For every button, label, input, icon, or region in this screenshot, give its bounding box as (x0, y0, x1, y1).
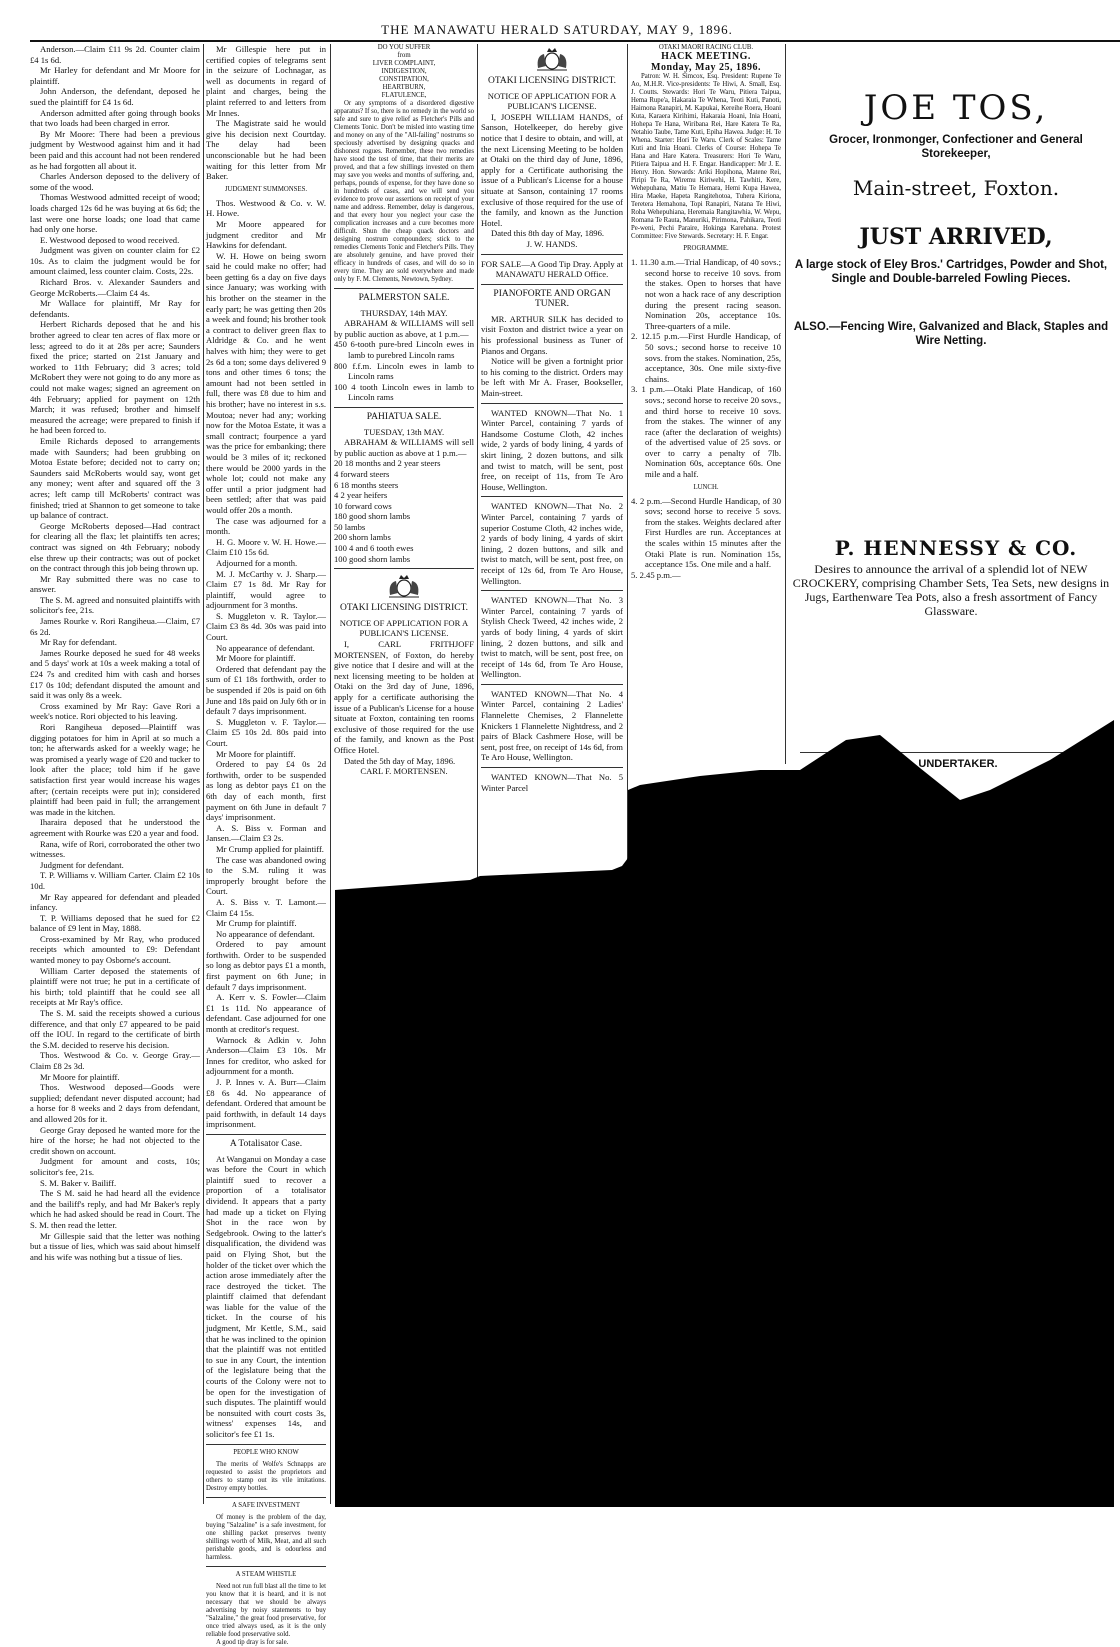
palmerston-sale-date: THURSDAY, 14th MAY. (360, 307, 448, 318)
masthead: THE MANAWATU HERALD SATURDAY, MAY 9, 1896. (381, 22, 733, 37)
pahiatua-sale-title: PAHIATUA SALE. (366, 411, 442, 422)
palmerston-sale-title: PALMERSTON SALE. (358, 293, 450, 303)
court-paragraph: James Rourke v. Rori Rangiheua.—Claim, £7 6s 2d. (30, 616, 200, 637)
race-entry: 5. 2.45 p.m.— (631, 569, 681, 580)
racing-club-name: OTAKI MAORI RACING CLUB. (658, 44, 754, 51)
report-paragraph: A. S. Biss v. T. Lamont.—Claim £4 15s. (206, 896, 326, 918)
joe-tos-name: JOE TOS, (863, 88, 1049, 128)
court-paragraph: Judgment for amount and costs, 10s; solicitor's fee, 21s. (30, 1156, 200, 1177)
court-paragraph: George Gray deposed he wanted more for the hire of the horse; he had not objected to the credit shown on account. (30, 1124, 200, 1156)
court-paragraph: Mr Ray appeared for defendant and pleaded infancy. (30, 891, 200, 913)
court-paragraph: Anderson admitted after going through books that two loads had been charged in error. (30, 107, 200, 129)
court-paragraph: Cross-examined by Mr Ray, who produced receipts which amounted to £9: Defendant wanted money to pay Osborne's account. (30, 933, 200, 966)
court-paragraph: James Rourke deposed he sued for 48 weeks and 5 days' work at 10s a week making a total of £24 7s and credited him with cash and horses £17 0s 10d; defendant disputed the amount and said it was only 8s a week. (30, 647, 200, 701)
section-heading: JUDGMENT SUMMONSES. (224, 185, 308, 193)
palmerston-sale-intro: ABRAHAM & WILLIAMS will sell by public auction as above, at 1 p.m.— (334, 318, 474, 339)
wanted-known-ad: WANTED KNOWN—That No. 1 Winter Parcel, containing 7 yards of Handsome Costume Cloth, 42 inches wide, 2 yards of body lining, 4 yards of skirt lining, 2 dozen buttons, and silk and twist to match, will be sent, post free, on receipt of 11s, from Te Aro House, Wellington. (481, 407, 623, 492)
pills-ad-heading: FLATULENCE, (381, 92, 427, 99)
court-paragraph: S. M. Baker v. Bailiff. (40, 1177, 117, 1188)
court-paragraph: T. P. Williams v. William Carter. Claim £2 10s 10d. (30, 870, 200, 891)
pahiatua-sale-intro: ABRAHAM & WILLIAMS will sell by public auction as above at 1 p.m.— (334, 437, 474, 458)
wanted-known-ad: WANTED KNOWN—That No. 4 Winter Parcel, containing 2 Ladies' Flannelette Chemises, 2 Flannelette Knickers 1 Flannelette Nightdress, and 2 pairs of Black Cashmere Hose, will be sent, post free, on receipt of 14s 6d, from Te Aro House, Wellington. (481, 688, 623, 763)
court-paragraph: Judgment for defendant. (40, 859, 124, 870)
pills-ad-body: Or any symptoms of a disordered digestive apparatus? If so, there is no remedy in the world so safe and sure to give relief as Fletcher's Pills and Clements Tonic. Don't be misled into wasting time and money on any of the "All-failing" nostrums so speciously advertised by designing quacks and dishonest rogues. Remember, these two remedies have stood the test of time, that their merits are proved, and that a few shillings invested on them may save you weeks and months of suffering, and, perhaps, pounds of expense, for they have done so in hundreds of cases, and we will send you evidence to prove our assertions on receipt of your name and address. Remember, delay is dangerous, and that every hour you neglect your case the complication increases and a cure becomes more difficult. Shun the cheap quack doctors and designing nostrum compounders; stick to the remedies Clements Tonic and Fletcher's Pills. They are absolutely genuine, and have proved their efficacy in hundreds of cases, and will do so in every time. They are sold everywhere and made only by F. M. Clements, Newtown, Sydney. (334, 100, 474, 283)
report-paragraph: S. Muggleton v. R. Taylor.—Claim £3 8s 4d. 30s was paid into Court. (206, 610, 326, 643)
piano-tuner-body: MR. ARTHUR SILK has decided to visit Foxton and district twice a year on his professional business as Tuner of Pianos and Organs. (481, 313, 623, 356)
court-paragraph: William Carter deposed the statements of plaintiff were not true; he put in a certificate of his birth; told plaintiff that he could see all receipts at Mr Ray's office. (30, 965, 200, 1008)
licensing-notice: NOTICE OF APPLICATION FOR A PUBLICAN'S LICENSE. (339, 617, 469, 639)
court-paragraph: Mr Ray for defendant. (40, 637, 117, 648)
sale-item: 4 2 year heifers (334, 490, 388, 501)
report-paragraph: Of money is the problem of the day, buying "Salzaline" is a safe investment, for one shilling packet preserves twenty shillings worth of Milk, Meat, and all such perishable goods, and is odourless and harmless. (206, 1513, 326, 1561)
wanted-known-ad: WANTED KNOWN—That No. 2 Winter Parcel, containing 7 yards of superior Costume Cloth, 42 inches wide, 2 yards of body lining, 4 yards of skirt lining, 2 dozen buttons, and silk and twist to match, will be sent, post free, on receipt of 12s 6d, from Te Aro House, Wellington. (481, 501, 623, 586)
racing-officials: Patron: W. H. Simcox, Esq. President: Rupene Te Ao, M.H.R. Vice-presidents: Te Hiwi, A. Small, Esq. J. Coutts. Stewards: Hori Te Waru, Pitiera Taipua, Hema Rupe'a, Hakaraia Te Whena, Teoti Kuti, Panoti, Haimona Ranapiri, M. Kapukai, Kereihe Roera, Hoani Kuta, Karaera Kirihimi, Hakaraia Hoani, Inia Hoani, Hohepa Te Hana, Wiribana Rei, Hare Katera Te Ra, Netahio Taube, Tame Kuti, Epiha Hawea. Judge: H. Te Whena. Starter: Hori Te Waru. Clerk of Scales: Tame Kuti and Inia Hoani. Clerks of Course: Hohepa Te Hana and Hare Katera. Treasurers: Hori Te Waru, Pitiera Taipua and H. F. Engar. Handicapper: Mr J. E. Henry. Hon. Stewards: Ariki Hopihona, Matene Rei, Piripi Te Ra, Wiremu Kiriwehi, H. Tawhiti, Kere, Wehepuhana, Matiu Te Hemara, Hemi Kupa Hawea, Hira Maeke, Hapeta Rangitehotoa, Tuhera Kiriona, Teretera Hemahona, Topi Ranapiri, Natana Te Hiwi, Roha Wehepuhiana, Heremaia Rangitawhia, W. Wepu, Romana Te Rauta, Manuriki, Pirimona, Pahikara, Teoti Pe-weni, Pechi Paraire, Hokinga Karehana. Protest Committee: Five Stewards. Secretary: H. F. Engar. (631, 73, 781, 241)
report-paragraph: The case was adjourned for a month. (206, 515, 326, 537)
report-paragraph: S. Muggleton v. F. Taylor.—Claim £5 10s 2d. 80s paid into Court. (206, 716, 326, 748)
court-paragraph: Thomas Westwood admitted receipt of wood; loads charged 12s 6d he was buying at 6s 6d; the last were one horse loads; one load that came had only one horse. (30, 192, 200, 235)
joe-tos-also: ALSO.—Fencing Wire, Galvanized and Black, Staples and Wire Netting. (793, 321, 1109, 347)
hack-meeting-title: HACK MEETING. (661, 51, 751, 62)
report-paragraph: Mr Moore for plaintiff. (216, 653, 296, 664)
licensing-date: Dated the 5th day of May, 1896. (344, 755, 456, 766)
report-paragraph: Ordered to pay amount forthwith. Order to be suspended so long as debtor pays £1 a month, first payment on 6th June; in default 7 days imprisonment. (206, 939, 326, 992)
court-paragraph: John Anderson, the defendant, deposed he sued the plaintiff for £4 1s 6d. (30, 86, 200, 107)
report-paragraph: A. S. Biss v. Forman and Jansen.—Claim £3 2s. (206, 822, 326, 844)
report-paragraph: A good tip dray is for sale. (216, 1638, 289, 1646)
race-entry: 1. 11.30 a.m.—Trial Handicap, of 40 sovs.; second horse to receive 10 sovs. from the stakes. Open to horses that have not won a hack race of any description during the present racing season. Nomination 20s, acceptance 10s. Three-quarters of a mile. (631, 257, 781, 331)
court-paragraph: Charles Anderson deposed to the delivery of some of the wood. (30, 171, 200, 192)
report-paragraph: Warnock & Adkin v. John Anderson—Claim £3 10s. Mr Innes for creditor, who asked for adjournment for a month. (206, 1034, 326, 1077)
pills-ad-heading: DO YOU SUFFER (377, 44, 431, 51)
sale-item: 20 18 months and 2 year steers (334, 458, 441, 469)
hack-meeting-date: Monday, May 25, 1896. (651, 61, 761, 73)
joe-tos-just-arrived: JUST ARRIVED, (859, 224, 1053, 250)
report-paragraph: Ordered that defendant pay the sum of £1 18s forthwith, order to be suspended if 20s is paid on 6th June and 18s paid on July 6th or in default 7 days imprisonment. (206, 663, 326, 717)
licensing-notice: NOTICE OF APPLICATION FOR A PUBLICAN'S LICENSE. (487, 90, 617, 112)
report-paragraph: Ordered to pay £4 0s 2d forthwith, order to be suspended as long as debtor pays £1 on the 6th day of each month, first payment on 6th June in default 7 days' imprisonment. (206, 759, 326, 823)
undertaker-heading: UNDERTAKER. (918, 758, 998, 770)
sale-item: 180 good shorn lambs (334, 511, 411, 522)
pills-ad-heading: from (397, 52, 411, 59)
court-paragraph: Mr Wallace for plaintiff, Mr Ray for defendants. (30, 298, 200, 319)
court-paragraph: Emile Richards deposed to arrangements made with Saunders; had been grubbing on Motoa Estate before; decided not to carry on; Saunders said McRoberts would say, wont get any money; went after and squared off the 3 acres; left camp till McRoberts' contract was finished; tried at Shannon to get someone to take up balance of contract. (30, 435, 200, 521)
report-paragraph: No appearance of defendant. (216, 642, 315, 653)
pills-ad-heading: HEARTBURN, (382, 84, 426, 91)
sale-item: 100 4 and 6 tooth ewes (334, 543, 414, 554)
court-paragraph: T. P. Williams deposed that he sued for £2 balance of £9 lent in May, 1888. (30, 912, 200, 934)
lunch-heading: LUNCH. (693, 483, 719, 491)
report-paragraph: M. J. McCarthy v. J. Sharp.—Claim £7 1s 8d. Mr Ray for plaintiff, would agree to adjournment for 3 months. (206, 568, 326, 611)
court-paragraph: Mr Moore for plaintiff. (40, 1071, 120, 1082)
sale-item: 50 lambs (334, 521, 366, 532)
hennessy-body: Desires to announce the arrival of a splendid lot of NEW CROCKERY, comprising Chamber Sets, Tea Sets, new designs in Jugs, Earthenware Tea Pots, also a fresh assortment of Fancy Glassware. (792, 562, 1110, 618)
report-paragraph: Adjourned for a month. (216, 557, 298, 568)
report-paragraph: Thos. Westwood & Co. v. W. H. Howe. (206, 197, 326, 219)
pills-ad-heading: INDIGESTION, (381, 68, 427, 75)
sale-item: 100 4 tooth Lincoln ewes in lamb to Lincoln rams (334, 381, 474, 403)
report-paragraph: Mr Gillespie here put in certified copies of telegrams sent in the seizure of Lochnagar, as well as documents in regard of plaint and charges, being the plaint referred to and letters from Mr Innes. (206, 44, 326, 118)
section-heading: A STEAM WHISTLE (235, 1570, 297, 1578)
sale-item: 10 forward cows (334, 500, 392, 511)
pills-ad-heading: LIVER COMPLAINT, (372, 60, 436, 67)
court-paragraph: Anderson.—Claim £11 9s 2d. Counter claim £4 1s 6d. (30, 44, 200, 65)
race-entry: 2. 12.15 p.m.—First Hurdle Handicap, of 50 sovs.; second horse to receive 10 sovs. from the stakes. Nomination, 25s, acceptance, 30s. One mile sixty-five chains. (631, 331, 781, 384)
sale-item: 200 shorn lambs (334, 532, 391, 543)
joe-tos-subtitle: Grocer, Ironmonger, Confectioner and General Storekeeper, (829, 134, 1083, 160)
programme-heading: PROGRAMME. (683, 245, 729, 253)
court-paragraph: By Mr Moore: There had been a previous judgment by Westwood against him and it had been paid and this account had not been rendered as he had forgotten all about it. (30, 128, 200, 171)
report-paragraph: Mr Moore appeared for judgment creditor and Mr Hawkins for defendant. (206, 218, 326, 251)
report-paragraph: Mr Crump for plaintiff. (216, 918, 297, 929)
court-paragraph: Iharaira deposed that he understood the agreement with Rourke was £20 a year and food. (30, 817, 200, 838)
licensing-title: OTAKI LICENSING DISTRICT. (339, 603, 469, 614)
report-paragraph: The case was abandoned owing to the S.M. ruling it was improperly brought before the Court. (206, 854, 326, 897)
court-paragraph: Herbert Richards deposed that he and his brother agreed to clear ten acres of flax more or less; agreed to do it at 28s per acre; Saunders fixed the price; started on 21st January and worked to 11th February; did 3 acres; told McRobert they were not going to do any more as could not make wages; signed an agreement on 4th February; applied for payment on 12th March; it was refused; brother and himself measured the acreage; were prepared to finish if he had been forced to. (30, 319, 200, 436)
sale-item: 100 good shorn lambs (334, 553, 411, 564)
court-paragraph: Mr Ray submitted there was no case to answer. (30, 573, 200, 595)
licensing-signature: CARL F. MORTENSEN. (360, 766, 448, 777)
report-paragraph: The merits of Wolfe's Schnapps are requested to assist the proprietors and others to stamp out its vile imitations. Destroy empty bottles. (206, 1460, 326, 1492)
court-paragraph: The S M. said he had heard all the evidence and the bailiff's reply, and had Mr Baker's reply which he had asked should be read in Court. The S. M. then read the letter. (30, 1188, 200, 1230)
hennessy-name: P. HENNESSY & CO. (834, 536, 1078, 560)
report-paragraph: The Magistrate said he would give his decision next Courtday. The delay had been unconscionable but he had been waiting for this letter from Mr Baker. (206, 118, 326, 182)
court-paragraph: George McRoberts deposed—Had contract for clearing all the flax; let plaintiffs ten acres; contract was signed on 4th February; nobody else threw up their contracts; was out of pocket on the contract through this job being thrown up. (30, 520, 200, 574)
sale-item: 4 forward steers (334, 468, 390, 479)
court-paragraph: Cross examined by Mr Ray: Gave Rori a week's notice. Rori objected to his leaving. (30, 700, 200, 722)
court-paragraph: Richard Bros. v. Alexander Saunders and George McRoberts.—Claim £4 4s. (30, 277, 200, 298)
court-paragraph: Rana, wife of Rori, corroborated the other two witnesses. (30, 838, 200, 860)
court-paragraph: E. Westwood deposed to wood received. (40, 234, 180, 245)
pahiatua-sale-date: TUESDAY, 13th MAY. (363, 426, 445, 437)
joe-tos-location: Main-street, Foxton. (852, 176, 1060, 200)
sale-item: 800 f.f.m. Lincoln ewes in lamb to Lincoln rams (334, 360, 474, 382)
licensing-signature: J. W. HANDS. (526, 238, 578, 249)
licensing-date: Dated this 8th day of May, 1896. (491, 228, 605, 239)
pills-ad-heading: CONSTIPATION, (379, 76, 429, 83)
section-heading: A SAFE INVESTMENT (232, 1501, 300, 1509)
report-paragraph: At Wanganui on Monday a case was before the Court in which plaintiff sued to recover a proportion of a totalisator dividend. It appears that a party had made up a ticket on Flying Shot in the race won by Sedgebrook. Owing to the latter's disqualification, the dividend was paid on Flying Shot, but the holder of the ticket over which the action arose immediately after the race destroyed the ticket. The plaintiff claimed that defendant was liable for the value of the ticket. In the course of his judgment, Mr Kettle, S.M., said that he was inclined to the opinion that the plaintiff was not entitled to sue in any Court, the intention of the legislature being that the courts of the Colony were not to be open for the investigation of such disputes. The plaintiff would be nonsuited with court costs 3s, witness' expenses 14s, and solicitor's fee £1 1s. (206, 1153, 326, 1439)
report-paragraph: Need not run full blast all the time to let you know that it is heard, and it is not necessary that we should be always advertising by noisy statements to buy "Salzaline," the great food preservative, for once tried always used, as it is the only reliable food preservative sold. (206, 1582, 326, 1638)
wanted-known-ad: WANTED KNOWN—That No. 3 Winter Parcel, containing 7 yards of Stylish Check Tweed, 42 inches wide, 2 yards of body lining, 4 yards of skirt lining, 2 dozen buttons, and silk and twist to match, will be sent, post free, on receipt of 14s 6d, from Te Aro House, Wellington. (481, 595, 623, 680)
court-paragraph: Mr Harley for defendant and Mr Moore for plaintiff. (30, 65, 200, 86)
court-paragraph: Judgment was given on counter claim for £2 10s. As to claim the judgment would be for amount claimed, less counter claim. Costs, 22s. (30, 245, 200, 277)
report-paragraph: J. P. Innes v. A. Burr—Claim £8 6s 4d. No appearance of defendant. Ordered that amount be paid forthwith, in default 14 days imprisonment. (206, 1077, 326, 1130)
report-paragraph: A. Kerr v. S. Fowler—Claim £1 1s 11d. No appearance of defendant. Case adjourned for one month at creditor's request. (206, 992, 326, 1035)
licensing-body: I, CARL FRITHJOFF MORTENSEN, of Foxton, do hereby give notice that I desire and will at the next licensing meeting to be holden at Otaki on the 3rd day of June, 1896, apply for a certificate authorising the issue of a Publican's License for a house situate at Foxton, containing ten rooms exclusive of those required for the use of the family, and known as the Post Office Hotel. (334, 639, 474, 755)
report-paragraph: No appearance of defendant. (216, 928, 315, 939)
wanted-known-ad: WANTED KNOWN—That No. 5 Winter Parcel (481, 772, 623, 793)
licensing-title: OTAKI LICENSING DISTRICT. (487, 76, 617, 86)
report-paragraph: W. H. Howe on being sworn said he could make no offer; had been getting 6s a day on five days since January; was working with his brother on the steamer in the early part; he was getting then 20s a week and found; his brother took a contract to deliver green flax to Aldridge & Co. and he went halves with him; they were to get 2s 6d a ton; some days delivered 9 tons and other times 6 tons; the amount had not been settled in full, there was £8 due to him and his brother; have no interest in s.s. Moutoa; never had any; working now for the Motoa Estate, it was a small contract; fourpence a yard was the price for embanking; there would be 3 miles of it; reckoned there would be 2000 yards in the whole lot; could not make any offer until a prior judgment had been settled; after that was paid would offer 20s a month. (206, 250, 326, 515)
joe-tos-body: A large stock of Eley Bros.' Cartridges, Powder and Shot, Single and Double-barreled Fowling Pieces. (794, 259, 1108, 285)
piano-tuner-title: PIANOFORTE AND ORGAN TUNER. (493, 288, 611, 310)
section-heading: A Totalisator Case. (229, 1138, 303, 1149)
race-entry: 4. 2 p.m.—Second Hurdle Handicap, of 30 sovs; second horse to receive 5 sovs. from the stakes. Weights declared after First Hurdles are run. Acceptances at the scales within 15 minutes after the Otaki Plate is run. Nomination 15s, acceptance 15s. One mile and a half. (631, 495, 781, 570)
court-paragraph: Rori Rangiheua deposed—Plaintiff was digging potatoes for him in April at so much a ton; he afterwards asked for a weekly wage; he was promised a yearly wage of £20 and tucker to look after the place; told him if he gave satisfaction first year would increase his wages after; (certain receipts were put in); considered plaintiff had been paid in full; the arrangement was made in the kitchen. (30, 722, 200, 817)
piano-tuner-body-2: Notice will be given a fortnight prior to his coming to the district. Orders may be left with Mr A. Fraser, Bookseller, Main-street. (481, 356, 623, 399)
section-heading: PEOPLE WHO KNOW (233, 1448, 299, 1456)
report-paragraph: Mr Moore for plaintiff. (216, 748, 296, 759)
divider (206, 1566, 326, 1567)
report-paragraph: H. G. Moore v. W. H. Howe.—Claim £10 15s 6d. (206, 536, 326, 558)
court-paragraph: The S. M. said the receipts showed a curious difference, and that only £7 appeared to be paid off the IOU. In regard to the certificate of birth the S.M. decided to reserve his decision. (30, 1008, 200, 1050)
sale-item: 6 18 months steers (334, 479, 399, 490)
court-paragraph: Thos. Westwood deposed—Goods were supplied; defendant never disputed account; had a horse for 8 weeks and 2 days from defendant, and allowed 20s for it. (30, 1082, 200, 1124)
sale-item: 450 6-tooth pure-bred Lincoln ewes in lamb to purebred Lincoln rams (334, 339, 474, 360)
tip-dray-ad: FOR SALE—A Good Tip Dray. Apply at MANAWATU HERALD Office. (481, 258, 623, 280)
report-paragraph: Mr Crump applied for plaintiff. (216, 843, 324, 854)
court-paragraph: The S. M. agreed and nonsuited plaintiffs with solicitor's fee, 21s. (30, 594, 200, 616)
court-paragraph: Mr Gillespie said that the letter was nothing but a tissue of lies, which was said about himself and his wife was nothing but a tissue of lies. (30, 1230, 200, 1262)
court-paragraph: Thos. Westwood & Co. v. George Gray.—Claim £8 2s 3d. (30, 1050, 200, 1071)
race-entry: 3. 1 p.m.—Otaki Plate Handicap, of 160 sovs.; second horse to receive 20 sovs., and third horse to receive 10 sovs. from the stakes. The winner of any race (after the declaration of weights) of the advertised value of 25 sovs. or over to carry a penalty of 7lb. Nomination 60s, acceptance 60s. One mile and a half. (631, 384, 781, 480)
licensing-body: I, JOSEPH WILLIAM HANDS, of Sanson, Hotelkeeper, do hereby give notice that I desire to obtain, and will, at the next Licensing Meeting to be holden at Otaki on the third day of June, 1896, apply for a Certificate authorising the issue of a Publican's License for a house situate at Sanson, containing 17 rooms exclusive of those required for the use of the family, and known as the Junction Hotel. (481, 111, 623, 228)
